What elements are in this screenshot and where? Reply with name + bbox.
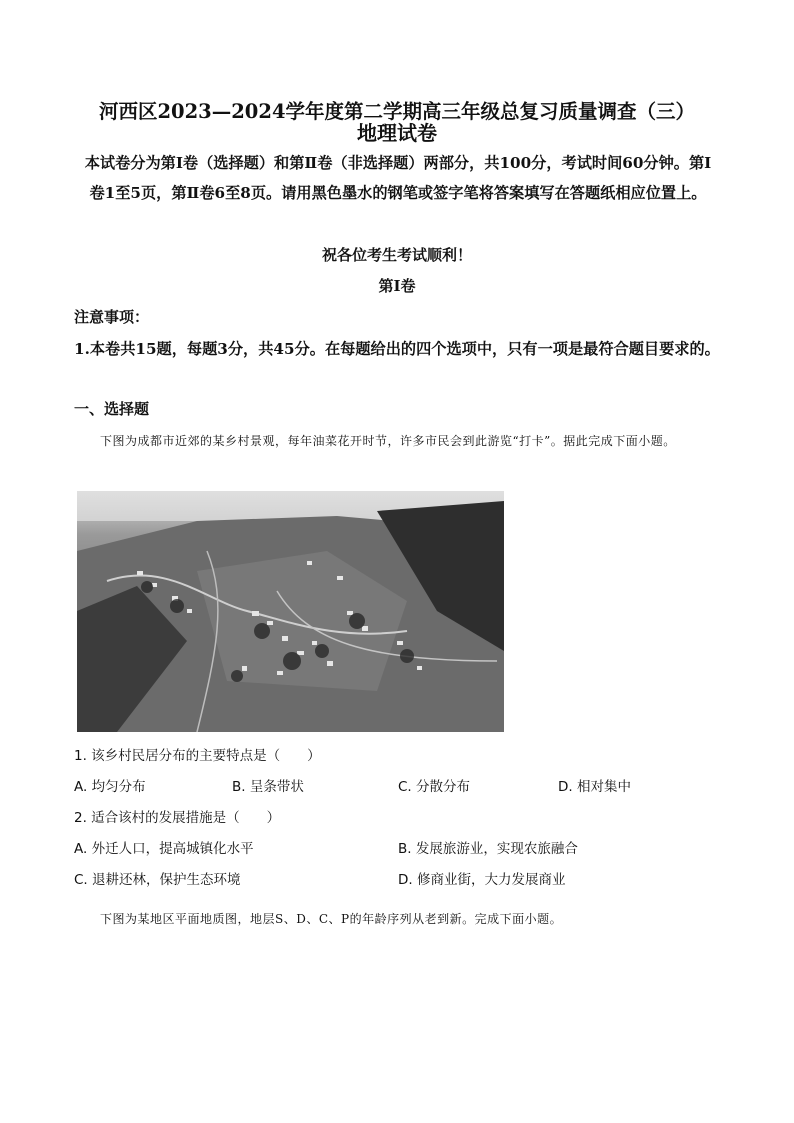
subject-title: 地理试卷: [357, 121, 437, 145]
village-aerial-photo-icon: [77, 491, 504, 732]
question-2-option-a[interactable]: A. 外迁人口，提高城镇化水平: [74, 841, 254, 857]
question-2-option-d[interactable]: D. 修商业街，大力发展商业: [398, 872, 566, 888]
question-1-option-a[interactable]: A. 均匀分布: [74, 779, 146, 795]
question-1-option-d[interactable]: D. 相对集中: [558, 779, 631, 795]
exam-instructions: 本试卷分为第Ⅰ卷（选择题）和第Ⅱ卷（非选择题）两部分，共100分，考试时间60分钟。第Ⅰ卷1至5页，第Ⅱ卷6至8页。请用黑色墨水的钢笔或签字笔将答案填写在答题纸相应位置上。: [84, 154, 712, 202]
question-2-option-b[interactable]: B. 发展旅游业，实现农旅融合: [398, 841, 578, 857]
volume-label: 第Ⅰ卷: [378, 277, 416, 295]
notes-item-1: 1.本卷共15题，每题3分，共45分。在每题给出的四个选项中，只有一项是最符合题目要求的。: [74, 340, 720, 358]
question-1-stem: 1. 该乡村民居分布的主要特点是（ ）: [74, 748, 321, 764]
passage-2: 下图为某地区平面地质图，地层S、D、C、P的年龄序列从老到新。完成下面小题。: [100, 912, 563, 926]
question-1-option-b[interactable]: B. 呈条带状: [232, 779, 304, 795]
notes-heading: 注意事项：: [74, 308, 150, 326]
passage-1: 下图为成都市近郊的某乡村景观，每年油菜花开时节，许多市民会到此游览“打卡”。据此完成下面小题。: [100, 434, 676, 448]
exam-title: 河西区2023—2024学年度第二学期高三年级总复习质量调查（三）: [98, 100, 696, 123]
village-aerial-photo: [77, 491, 504, 732]
question-1-option-c[interactable]: C. 分散分布: [398, 779, 471, 795]
good-luck-line: 祝各位考生考试顺利！: [321, 246, 472, 264]
section-heading: 一、选择题: [74, 400, 150, 418]
question-2-option-c[interactable]: C. 退耕还林，保护生态环境: [74, 872, 241, 888]
question-2-stem: 2. 适合该村的发展措施是（ ）: [74, 810, 281, 826]
